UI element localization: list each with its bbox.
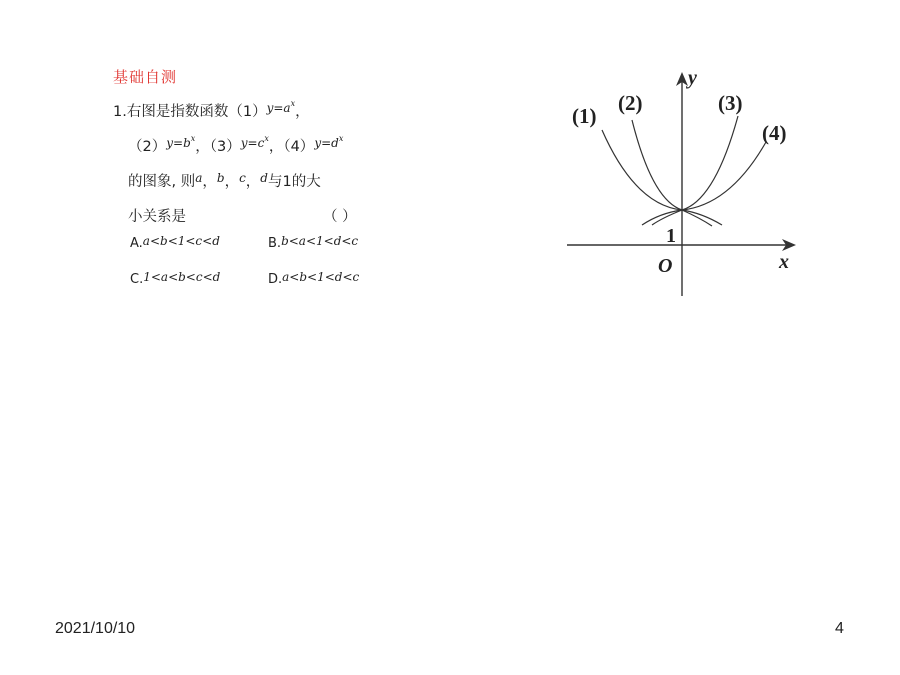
question-number: 1. [113, 104, 127, 120]
option-c-text: 1<a<b<c<d [143, 270, 221, 284]
formula-4-base: y=d [314, 136, 339, 150]
curve-label-1: (1) [572, 104, 597, 128]
formula-3-exp: x [264, 134, 269, 143]
footer-page-number: 4 [835, 620, 844, 637]
question-line-2 [128, 135, 343, 156]
var-b: b [216, 171, 225, 185]
formula-2-base: y=b [166, 136, 191, 150]
sep-2: ， [224, 174, 240, 190]
option-a[interactable] [130, 236, 220, 251]
label-4: ，（4） [268, 139, 315, 155]
formula-4-exp: x [338, 134, 344, 143]
line4-text: 小关系是 [128, 209, 186, 225]
line3-pre: 的图象, 则 [128, 174, 196, 190]
formula-2 [166, 136, 195, 150]
label-3: ，（3） [195, 139, 241, 155]
curve-1 [602, 130, 722, 225]
sep-1: ， [202, 174, 217, 190]
option-c[interactable] [130, 272, 220, 287]
option-d-label: D. [268, 272, 283, 287]
question-line-1 [113, 100, 310, 121]
question-line-3 [128, 170, 321, 191]
formula-1-base: y=a [266, 101, 291, 115]
var-a: a [195, 171, 203, 185]
option-a-text: a<b<1<c<d [142, 234, 220, 248]
curve-label-3: (3) [718, 91, 743, 115]
option-d-text: a<b<1<d<c [282, 270, 360, 284]
option-a-label: A. [130, 236, 143, 251]
question-line-4 [128, 205, 186, 226]
curve-4 [642, 142, 766, 225]
section-title: 基础自测 [113, 68, 178, 86]
question-line1-prefix: 右图是指数函数（1） [126, 104, 267, 120]
line3-post: 与1的大 [267, 174, 321, 190]
formula-4 [314, 136, 343, 150]
intercept-label: 1 [666, 225, 676, 247]
curve-3 [652, 116, 738, 225]
footer-date: 2021/10/10 [55, 620, 136, 637]
axis-x-label: x [779, 251, 789, 273]
origin-label: O [658, 255, 673, 277]
formula-1-exp: x [290, 99, 296, 108]
curve-label-2: (2) [618, 91, 643, 115]
option-d[interactable] [268, 272, 359, 287]
sep-3: ， [245, 174, 261, 190]
option-b[interactable] [268, 236, 358, 251]
curve-label-4: (4) [762, 121, 787, 145]
option-c-label: C. [130, 272, 144, 287]
formula-1 [267, 101, 296, 115]
line1-comma: ， [295, 104, 310, 120]
var-c: c [239, 171, 246, 185]
var-d: d [260, 171, 268, 185]
answer-bracket: （ ） [323, 209, 357, 225]
option-b-label: B. [268, 236, 282, 251]
option-b-text: b<a<1<d<c [281, 234, 359, 248]
label-2: （2） [128, 139, 167, 155]
exponential-graph [560, 60, 810, 310]
axis-y-label: y [688, 67, 697, 89]
formula-3 [241, 136, 269, 150]
formula-3-base: y=c [240, 136, 265, 150]
formula-2-exp: x [190, 134, 196, 143]
curve-2 [632, 120, 712, 226]
